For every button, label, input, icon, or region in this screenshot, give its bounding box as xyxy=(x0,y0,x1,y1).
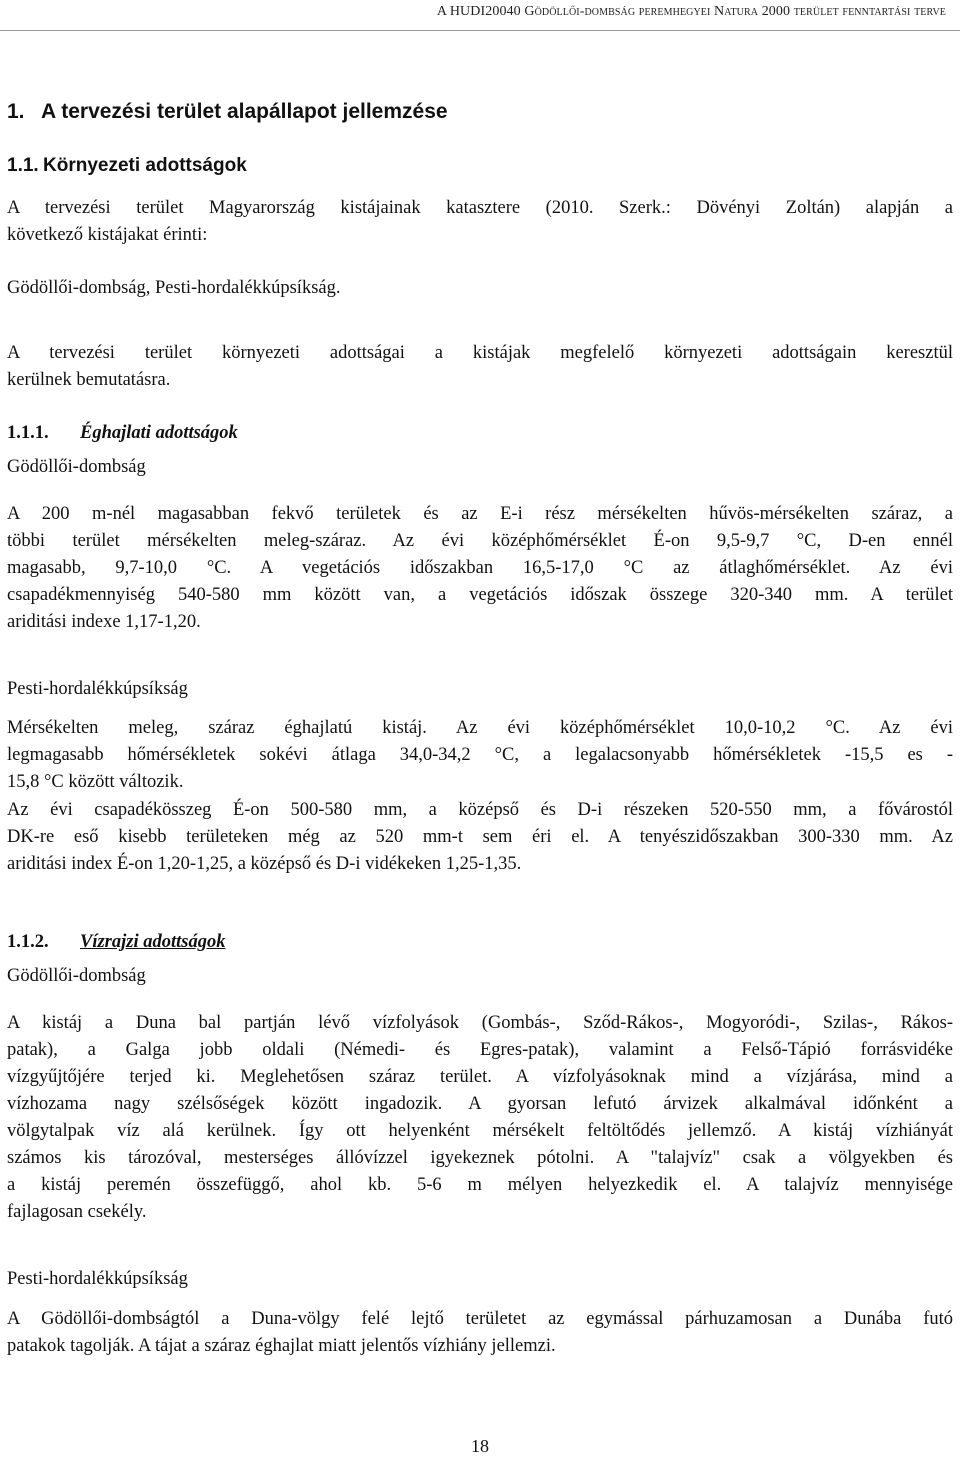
header-text: A HUDI20040 G xyxy=(436,4,535,19)
text-line: Az évi csapadékösszeg É-on 500-580 mm, a középső és D-i részeken 520-550 mm, a fővárostól xyxy=(7,800,953,820)
heading-title: Vízrajzi adottságok xyxy=(80,932,226,952)
hydro-paragraph-1 xyxy=(7,1010,953,1226)
text-line: többi terület mérsékelten meleg-száraz. Az évi középhőmérséklet É-on 9,5-9,7 °C, D-en ennél xyxy=(7,531,953,551)
text-line: csapadékmennyiség 540-580 mm között van, a vegetációs időszak összege 320-340 mm. A terület xyxy=(7,585,953,605)
heading-number: 1. xyxy=(7,100,25,123)
heading-number: 1.1.1. xyxy=(7,423,49,443)
text-line: ariditási index É-on 1,20-1,25, a középső és D-i vidékeken 1,25-1,35. xyxy=(7,854,522,874)
heading-section-1-1-1 xyxy=(7,420,238,447)
text-line: vízgyűjtőjére terjed ki. Meglehetősen száraz terület. A vízfolyásoknak mind a vízjárása, mind a xyxy=(7,1067,953,1087)
intro-paragraph-1 xyxy=(7,195,953,249)
heading-section-1 xyxy=(7,100,448,124)
intro-paragraph-3 xyxy=(7,340,953,394)
text-line: A 200 m-nél magasabban fekvő területek és az E-i rész mérsékelten hűvös-mérsékelten száraz, a xyxy=(7,504,953,524)
header-text: dombság peremhegyei xyxy=(584,4,711,19)
text-line: vízhozama nagy szélsőségek között ingadozik. A gyorsan lefutó árvizek alkalmával időnként a xyxy=(7,1094,953,1114)
text-line: kerülnek bemutatásra. xyxy=(7,370,171,390)
text-line: a kistáj peremén összefüggő, ahol kb. 5-6 m mélyen helyezkedik el. A talajvíz mennyisége xyxy=(7,1175,953,1195)
text-line: A kistáj a Duna bal partján lévő vízfolyások (Gombás-, Sződ-Rákos-, Mogyoródi-, Szilas-, Rákos- xyxy=(7,1013,953,1033)
heading-title: Éghajlati adottságok xyxy=(80,423,238,443)
text-line: DK-re eső kisebb területeken még az 520 mm-t sem éri el. A tenyészidőszakban 300-330 mm. Az xyxy=(7,827,953,847)
text-line: számos kis tározóval, mesterséges állóvízzel igyekeznek pótolni. A "talajvíz" csak a völgyekben és xyxy=(7,1148,953,1168)
text-line: A tervezési terület környezeti adottságai a kistájak megfelelő környezeti adottságain keresztül xyxy=(7,343,953,363)
subheading-godolloi-dombsag-climate: Gödöllői-dombság xyxy=(7,457,146,477)
text-line: ariditási indexe 1,17-1,20. xyxy=(7,612,201,632)
heading-title: A tervezési terület alapállapot jellemzése xyxy=(41,100,448,123)
text-line: völgytalpak víz alá kerülnek. Így ott helyenként mérsékelt feltöltődés jellemző. A kistáj vízhiányát xyxy=(7,1121,953,1141)
heading-section-1-1-2 xyxy=(7,929,225,956)
subheading-pesti-hordalekkupsiksag-hydro: Pesti-hordalékkúpsíkság xyxy=(7,1269,188,1289)
subheading-pesti-hordalekkupsiksag-climate: Pesti-hordalékkúpsíkság xyxy=(7,679,188,699)
heading-title: Környezeti adottságok xyxy=(43,155,247,176)
header-rule xyxy=(0,30,960,31)
text-line: következő kistájakat érinti: xyxy=(7,225,208,245)
climate-paragraph-2 xyxy=(7,715,953,796)
climate-paragraph-3 xyxy=(7,797,953,878)
climate-paragraph-1 xyxy=(7,501,953,636)
running-header xyxy=(437,4,946,20)
text-line: A tervezési terület Magyarország kistájainak katasztere (2010. Szerk.: Dövényi Zoltán) alapján a xyxy=(7,198,953,218)
text-line: patakok tagolják. A tájat a száraz éghajlat miatt jelentős vízhiány jellemzi. xyxy=(7,1336,556,1356)
heading-number: 1.1.2. xyxy=(7,932,49,952)
subheading-godolloi-dombsag-hydro: Gödöllői-dombság xyxy=(7,966,146,986)
header-text: N xyxy=(710,4,725,19)
header-text: terület fenntartási terve xyxy=(793,4,946,19)
heading-section-1-1 xyxy=(7,155,247,177)
text-line: Mérsékelten meleg, száraz éghajlatú kistáj. Az évi középhőmérséklet 10,0-10,2 °C. Az évi xyxy=(7,718,953,738)
header-text: atura xyxy=(724,4,759,19)
header-text: ödöllői xyxy=(534,4,580,19)
text-line: A Gödöllői-dombságtól a Duna-völgy felé lejtő területet az egymással párhuzamosan a Dunába futó xyxy=(7,1309,953,1329)
header-text: 2000 xyxy=(758,4,794,19)
intro-paragraph-2: Gödöllői-dombság, Pesti-hordalékkúpsíkság. xyxy=(7,278,341,298)
text-line: legmagasabb hőmérsékletek sokévi átlaga 34,0-34,2 °C, a legalacsonyabb hőmérsékletek -15,5 es - xyxy=(7,745,953,765)
text-line: 15,8 °C között változik. xyxy=(7,772,184,792)
hydro-paragraph-2 xyxy=(7,1306,953,1360)
heading-number: 1.1. xyxy=(7,155,39,176)
page-number: 18 xyxy=(471,1436,489,1456)
text-line: patak), a Galga jobb oldali (Némedi- és Egres-patak), valamint a Felső-Tápió forrásvidéke xyxy=(7,1040,953,1060)
header-text: - xyxy=(579,4,585,19)
text-line: magasabb, 9,7-10,0 °C. A vegetációs időszakban 16,5-17,0 °C az átlaghőmérséklet. Az évi xyxy=(7,558,953,578)
text-line: fajlagosan csekély. xyxy=(7,1202,147,1222)
